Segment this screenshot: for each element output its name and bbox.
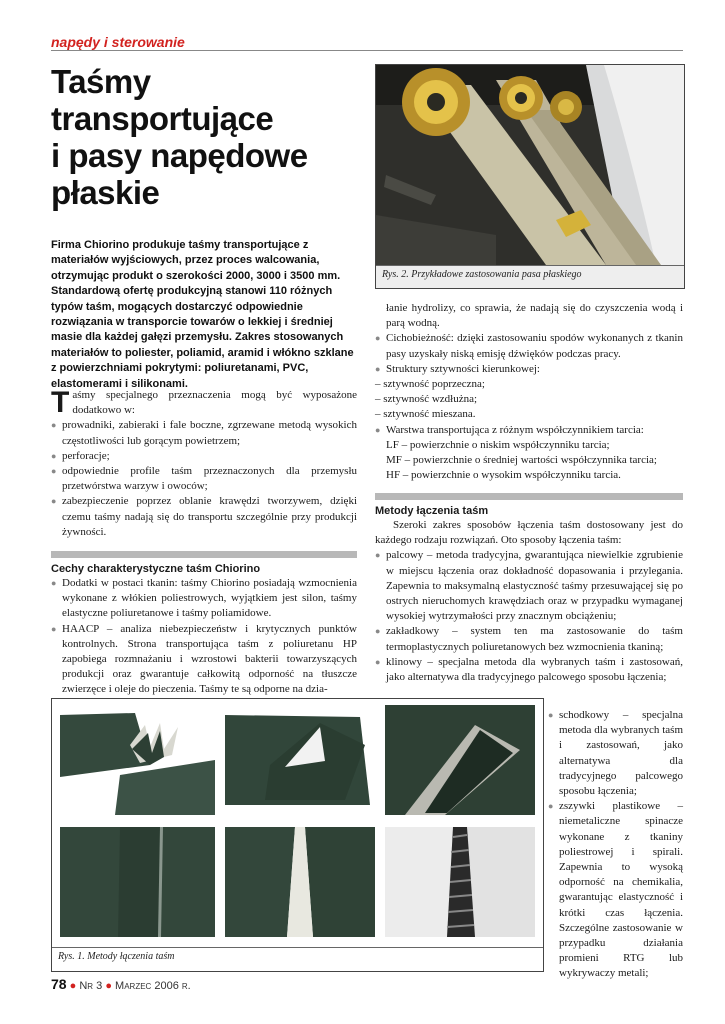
- right-column: [375, 301, 683, 483]
- list-item: ● zszywki plastikowe – niemetaliczne spinacze wykonane z tkaniny poliestrowej i spirali. Zapewnia to wysoką odporność na chemikalia, gwarantując elastyczność i krótki czas łączenia. Szczególne zastosowanie w przypadku działania promieni RTG lub wykrywaczy metali;: [548, 799, 683, 981]
- plastic-clip-joint-image: [385, 827, 535, 937]
- bullet-separator: ●: [69, 980, 77, 992]
- title-line: transportujące: [51, 100, 274, 137]
- methods-intro: Szeroki zakres sposobów łączenia taśm dostosowany jest do każdego rodzaju rozwiązań. Oto sposoby łączenia taśm:: [375, 519, 683, 547]
- continued-text: łanie hydrolizy, co sprawia, że nadają się do czyszczenia wodą i parą wodną.: [386, 302, 683, 330]
- friction-item: LF – powierzchnie o niskim współczynniku tarcia;: [386, 438, 610, 451]
- section-bar: [375, 493, 683, 500]
- methods-narrow-column: [548, 708, 683, 982]
- section-tag: napędy i sterowanie: [51, 34, 185, 50]
- issue-number: Nr 3: [79, 980, 103, 992]
- figure-caption: Rys. 1. Metody łączenia taśm: [52, 947, 543, 965]
- figure-caption: Rys. 2. Przykładowe zastosowania pasa płaskiego: [376, 265, 684, 283]
- list-item: ● Struktury sztywności kierunkowej:: [375, 362, 683, 377]
- list-item: ● HAACP – analiza niebezpieczeństw i krytycznych punktów kontrolnych. Strona transportująca taśm z poliuretanu HP zapobiega rozmnażaniu i wzrostowi bakterii towarzyszących produkcji oraz gwarantuje całkowitą odporność na tłuszcze zwierzęce i oleje do pieczenia. Taśmy te są odporne na dzia-: [51, 622, 357, 698]
- list-item: ● palcowy – metoda tradycyjna, gwarantująca niewielkie zgrubienie w miejscu łączenia oraz dokładność dopasowania i przylegania. Zapewnia to maksymalną elastyczność taśmy przesuwającej się po ostrych nieruchomych krawędziach oraz w przypadku wymaganej wysokiej wytrzymałości przy znacznym obciążeniu;: [375, 548, 683, 624]
- belt-photo-image: [376, 65, 684, 265]
- stitched-joint-image: [225, 827, 375, 937]
- list-item: ● Cichobieżność: dzięki zastosowaniu spodów wykonanych z tkanin pasy uzyskały niską emisję dźwięków podczas pracy.: [375, 331, 683, 361]
- list-item: ● Warstwa transportująca z różnym współczynnikiem tarcia:: [375, 423, 683, 438]
- page-footer: [51, 976, 191, 992]
- list-item: ● odpowiednie profile taśm przeznaczonych dla przemysłu przetwórstwa warzyw i owoców;: [51, 464, 357, 494]
- section-heading: Cechy charakterystyczne taśm Chiorino: [51, 563, 261, 575]
- features-section: [51, 551, 357, 698]
- step-joint-image: [60, 827, 215, 937]
- page-number: 78: [51, 976, 67, 992]
- header-rule: [51, 50, 683, 51]
- intro-text: aśmy specjalnego przeznaczenia mogą być wyposażone dodatkowo w:: [72, 389, 357, 417]
- bullet-separator: ●: [105, 980, 112, 992]
- list-item: ● zakładkowy – system ten ma zastosowanie do taśm termoplastycznych poliuretanowych bez wzmocnienia tkaniną;: [375, 624, 683, 654]
- list-item: ● Dodatki w postaci tkanin: taśmy Chiorino posiadają wzmocnienia wykonane z włókien poliestrowych, wyjątkiem jest silon, taśmy elastyczne poliuretanowe i taśmy poliamidowe.: [51, 576, 357, 622]
- dash-item: – sztywność poprzeczna;: [375, 378, 485, 391]
- friction-item: MF – powierzchnie o średniej wartości współczynnika tarcia;: [386, 454, 657, 467]
- title-line: i pasy napędowe: [51, 137, 308, 174]
- friction-item: HF – powierzchnie o wysokim współczynniku tarcia.: [386, 469, 621, 482]
- lead-paragraph: Firma Chiorino produkuje taśmy transportujące z materiałów wyjściowych, przez proces walcowania, otrzymując produkt o szerokości 2000, 3000 i 3500 mm. Standardową ofertę produkcyjną stanowi 110 różnych typów taśm, mogących dostarczyć odpowiednie rozwiązania w transporcie towarów o lekkiej i średniej masie dla każdej gałęzi przemysłu. Zakres stosowanych materiałów to poliester, poliamid, aramid i włókno szklane z powierzchniami pokrytymi: poliuretanami, PVC, elastomerami i silikonami.: [51, 239, 354, 390]
- list-item: ● schodkowy – specjalna metoda dla wybranych taśm i zastosowań, jako alternatywa dla tradycyjnego palcowego sposobu łączenia;: [548, 708, 683, 799]
- dash-item: – sztywność wzdłużna;: [375, 393, 478, 406]
- title-line: Taśmy: [51, 63, 151, 100]
- section-bar: [51, 551, 357, 558]
- figure-2: [375, 64, 685, 289]
- finger-joint-image: [60, 705, 215, 815]
- list-item: ● zabezpieczenie poprzez oblanie krawędzi tworzywem, dzięki czemu taśmy nadają się do transportu szczególnie przy produkcji żywności.: [51, 494, 357, 540]
- article-title: [51, 63, 351, 211]
- title-line: płaskie: [51, 174, 160, 211]
- wedge-joint-image: [385, 705, 535, 815]
- section-heading: Metody łączenia taśm: [375, 505, 489, 517]
- list-item: ● prowadniki, zabieraki i fale boczne, zgrzewane metodą wysokich częstotliwości lub gorącym powietrzem;: [51, 418, 357, 448]
- figure-1: [51, 698, 544, 972]
- intro-block: [51, 388, 357, 540]
- issue-date: Marzec 2006 r.: [115, 980, 191, 992]
- list-item: ● perforacje;: [51, 449, 357, 464]
- methods-section: [375, 493, 683, 685]
- drop-cap: T: [51, 386, 70, 419]
- overlap-joint-image: [225, 705, 375, 815]
- dash-item: – sztywność mieszana.: [375, 408, 476, 421]
- list-item: ● klinowy – specjalna metoda dla wybranych taśm i zastosowań, jako alternatywa dla tradycyjnego palcowego sposobu łączenia;: [375, 655, 683, 685]
